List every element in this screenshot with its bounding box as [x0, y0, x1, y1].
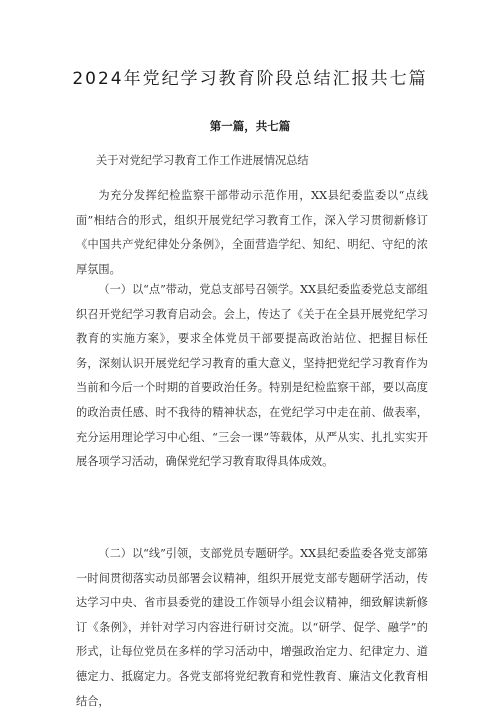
paragraph-intro: 为充分发挥纪检监察干部带动示范作用，XX县纪委监委以“点线面”相结合的形式，组织开展党纪学习教育工作，深入学习贯彻新修订《中国共产党纪律处分条例》，全面营造学纪、知纪、明纪、守纪的浓厚氛围。: [76, 189, 428, 276]
document-subtitle: 关于对党纪学习教育工作工作进展情况总结: [96, 154, 309, 167]
paragraph-point-one: （一）以“点”带动，党总支部号召领学。XX县纪委监委党总支部组织召开党纪学习教育启动会。会上，传达了《关于在全县开展党纪学习教育的实施方案》，要求全体党员干部要提高政治站位、把握目标任务，深刻认识开展党纪学习教育的重大意义，坚持把党纪学习教育作为当前和今后一个时期的首要政治任务。特别是纪检监察干部，要以高度的政治责任感、时不我待的精神状态，在党纪学习中走在前、做表率，充分运用理论学习中心组、“三会一课”等载体，从严从实、扎扎实实开展各项学习活动，确保党纪学习教育取得具体成效。: [76, 283, 428, 469]
document-title: 2024年党纪学习教育阶段总结汇报共七篇: [72, 69, 428, 89]
paragraph-point-two: （二）以“线”引领，支部党员专题研学。XX县纪委监委各党支部第一时间贯彻落实动员部署会议精神，组织开展党支部专题研学活动，传达学习中央、省市县委党的建设工作领导小组会议精神，细致解读新修订《条例》，并针对学习内容进行研讨交流。以“研学、促学、融学”的形式，让每位党员在多样的学习活动中，增强政治定力、纪律定力、道德定力、抵腐定力。各党支部将党纪教育和党性教育、廉洁文化教育相结合，: [76, 547, 428, 708]
section-heading: 第一篇，共七篇: [209, 119, 291, 133]
